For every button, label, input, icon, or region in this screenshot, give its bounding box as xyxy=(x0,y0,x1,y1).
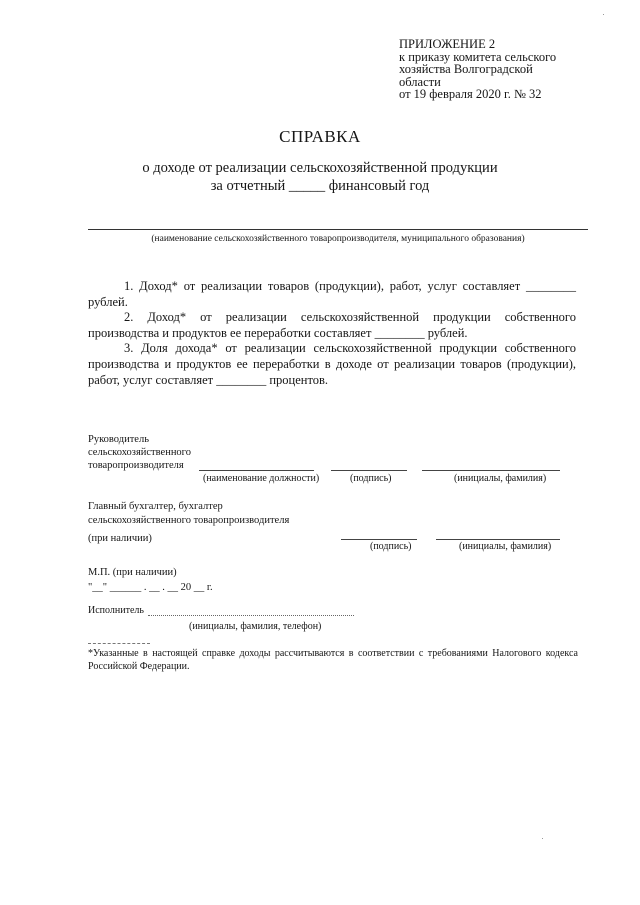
footnote: *Указанные в настоящей справке доходы рассчитываются в соответствии с требованиями Налогового кодекса Российской Федерации. xyxy=(88,648,578,672)
executor-line xyxy=(148,615,354,616)
appendix-line: хозяйства Волгоградской xyxy=(399,62,533,77)
head-label-line: сельскохозяйственного xyxy=(88,447,191,458)
income-item-2: 2. Доход* от реализации сельскохозяйственной продукции собственного производства и продуктов ее переработки составляет ________ рублей. xyxy=(88,310,576,340)
date-line: "__" ______ . __ . __ 20 __ г. xyxy=(88,582,213,593)
accountant-name-caption: (инициалы, фамилия) xyxy=(459,541,552,552)
footnote-separator xyxy=(88,643,150,644)
head-position-line xyxy=(199,470,314,471)
income-item-3: 3. Доля дохода* от реализации сельскохозяйственной продукции собственного производства и продуктов ее переработки в доходе от реализации товаров (продукции), работ, услуг составляет ________ процентов. xyxy=(88,341,576,387)
accountant-signature-caption: (подпись) xyxy=(370,541,412,552)
accountant-label-line: (при наличии) xyxy=(88,533,152,544)
head-name-caption: (инициалы, фамилия) xyxy=(454,473,547,484)
appendix-line: ПРИЛОЖЕНИЕ 2 xyxy=(399,37,496,51)
stamp-block xyxy=(88,565,213,595)
accountant-signature-line xyxy=(341,539,417,540)
executor-caption: (инициалы, фамилия, телефон) xyxy=(189,621,322,632)
head-signature-line xyxy=(331,470,407,471)
head-signature-caption: (подпись) xyxy=(350,473,392,484)
organization-caption: (наименование сельскохозяйственного товаропроизводителя, муниципального образования) xyxy=(151,234,525,244)
document-title: СПРАВКА xyxy=(279,127,361,146)
scan-speck xyxy=(542,838,543,839)
appendix-line: области xyxy=(399,74,441,89)
income-item-1: 1. Доход* от реализации товаров (продукции), работ, услуг составляет ________ рублей. xyxy=(88,279,576,309)
accountant-name-line xyxy=(436,539,560,540)
head-label xyxy=(88,433,191,472)
head-name-line xyxy=(422,470,560,471)
subtitle-line-1: о доходе от реализации сельскохозяйственной продукции xyxy=(142,160,498,176)
accountant-label-line: Главный бухгалтер, бухгалтер xyxy=(88,501,223,512)
income-items xyxy=(88,279,576,388)
appendix-header xyxy=(399,38,556,101)
accountant-label-line: сельскохозяйственного товаропроизводителя xyxy=(88,514,290,526)
executor-label: Исполнитель xyxy=(88,605,144,616)
organization-name-line xyxy=(88,229,588,230)
accountant-label xyxy=(88,500,289,546)
appendix-line: от 19 февраля 2020 г. № 32 xyxy=(399,87,542,102)
head-position-caption: (наименование должности) xyxy=(203,473,320,484)
subtitle-line-2: за отчетный _____ финансовый год xyxy=(210,178,430,194)
appendix-line: к приказу комитета сельского xyxy=(399,49,557,64)
stamp-label: М.П. (при наличии) xyxy=(88,567,177,578)
head-label-line: товаропроизводителя xyxy=(88,460,184,471)
document-subtitle xyxy=(0,159,640,195)
head-label-line: Руководитель xyxy=(88,434,149,445)
scan-speck xyxy=(603,14,604,15)
